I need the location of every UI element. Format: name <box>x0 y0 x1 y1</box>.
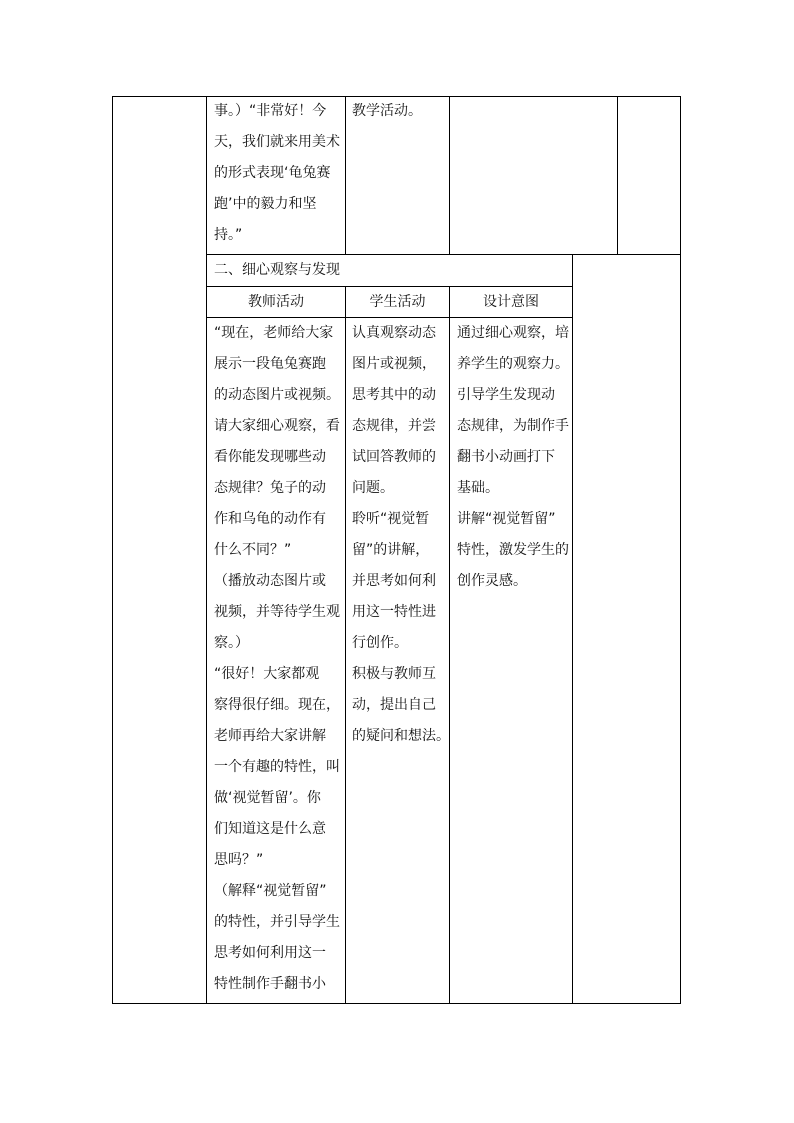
header-design-intent: 设计意图 <box>483 294 539 310</box>
text-line: 积极与教师互 <box>352 666 436 682</box>
text-line: 天，我们就来用美术 <box>214 134 340 150</box>
text-line: 养学生的观察力。 <box>457 356 569 372</box>
text-line: 创作灵感。 <box>457 573 527 589</box>
text-line: 事。）“非常好！今 <box>214 103 327 119</box>
text-line: 并思考如何利 <box>352 573 436 589</box>
text-line: 基础。 <box>457 480 499 496</box>
text-line: 试回答教师的 <box>352 449 436 465</box>
text-line: “现在，老师给大家 <box>214 325 334 341</box>
design-intent-cell <box>457 318 569 597</box>
col-divider-2-bottom <box>345 286 346 1004</box>
header-student-activity: 学生活动 <box>369 294 426 310</box>
text-line: 的形式表现‘龟兔赛 <box>214 165 331 181</box>
table-left-border <box>112 96 113 1004</box>
text-line: 请大家细心观察，看 <box>214 418 340 434</box>
section-title: 二、细心观察与发现 <box>214 262 340 278</box>
teacher-activity-cell <box>214 318 340 1000</box>
col-divider-5 <box>572 254 573 1004</box>
student-activity-cell <box>352 318 450 752</box>
text-line: 思吗？” <box>214 852 264 868</box>
text-line: 的动态图片或视频。 <box>214 387 340 403</box>
text-line: 思考如何利用这一 <box>214 945 326 961</box>
text-line: （解释“视觉暂留” <box>214 883 327 899</box>
text-line: 翻书小动画打下 <box>457 449 555 465</box>
text-line: 跑’中的毅力和坚 <box>214 196 317 212</box>
student-activity-continued <box>352 96 422 127</box>
text-line: 动，提出自己 <box>352 697 436 713</box>
text-line: 做‘视觉暂留’。你 <box>214 790 321 806</box>
text-line: 老师再给大家讲解 <box>214 728 326 744</box>
text-line: 态规律，为制作手 <box>457 418 569 434</box>
text-line: 的特性，并引导学生 <box>214 914 340 930</box>
text-line: 聆听“视觉暂 <box>352 511 430 527</box>
text-line: 视频，并等待学生观 <box>214 604 340 620</box>
text-line: 留”的讲解， <box>352 542 430 558</box>
text-line: 图片或视频， <box>352 356 436 372</box>
teacher-activity-continued <box>214 96 340 251</box>
table-right-border <box>680 96 681 1004</box>
text-line: （播放动态图片或 <box>214 573 326 589</box>
text-line: 态规律，并尝 <box>352 418 436 434</box>
text-line: 察得很仔细。现在， <box>214 697 340 713</box>
text-line: 引导学生发现动 <box>457 387 555 403</box>
col-divider-4 <box>617 96 618 254</box>
text-line: 用这一特性进 <box>352 604 436 620</box>
text-line: 作和乌龟的动作有 <box>214 511 326 527</box>
header-teacher-activity: 教师活动 <box>248 294 304 310</box>
table-bottom-border <box>112 1003 681 1004</box>
text-line: 展示一段龟兔赛跑 <box>214 356 326 372</box>
text-line: 认真观察动态 <box>352 325 436 341</box>
text-line: 什么不同？” <box>214 542 292 558</box>
text-line: 特性，激发学生的 <box>457 542 569 558</box>
col-divider-2-top <box>345 96 346 254</box>
text-line: 们知道这是什么意 <box>214 821 326 837</box>
text-line: 思考其中的动 <box>352 387 436 403</box>
text-line: 的疑问和想法。 <box>352 728 450 744</box>
text-line: 行创作。 <box>352 635 408 651</box>
text-line: 问题。 <box>352 480 394 496</box>
text-line: 教学活动。 <box>352 103 422 119</box>
text-line: 一个有趣的特性，叫 <box>214 759 340 775</box>
text-line: 态规律？兔子的动 <box>214 480 326 496</box>
col-divider-1 <box>206 96 207 1004</box>
text-line: 讲解“视觉暂留” <box>457 511 556 527</box>
col-divider-3-top <box>449 96 450 254</box>
text-line: “很好！大家都观 <box>214 666 320 682</box>
text-line: 察。） <box>214 635 249 651</box>
text-line: 特性制作手翻书小 <box>214 976 326 992</box>
text-line: 持。” <box>214 227 243 243</box>
text-line: 通过细心观察，培 <box>457 325 569 341</box>
text-line: 看你能发现哪些动 <box>214 449 326 465</box>
